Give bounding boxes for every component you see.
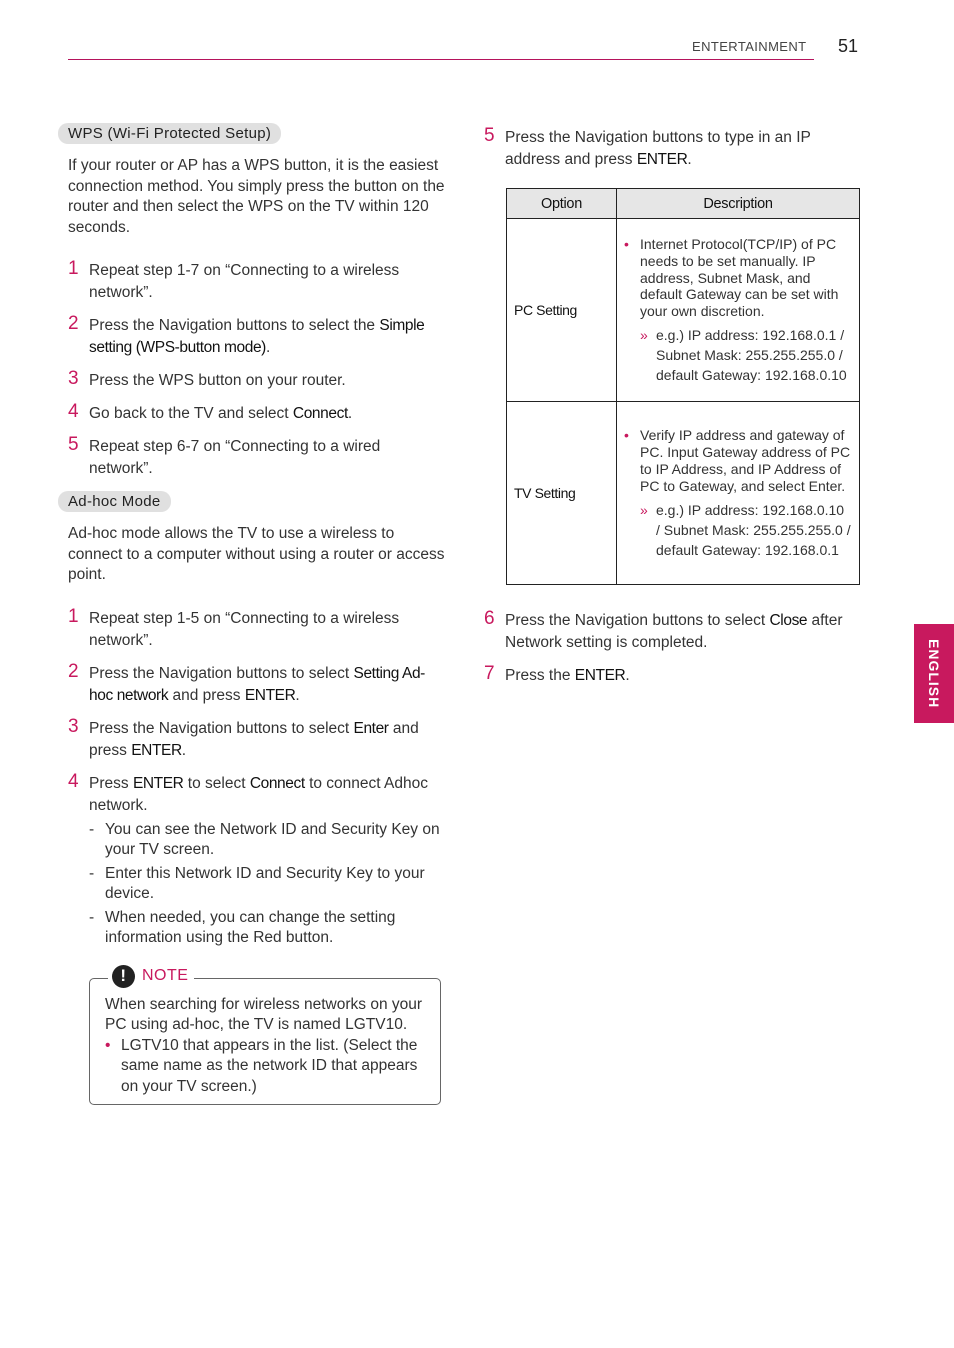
header-rule [68, 59, 814, 60]
table-row [507, 402, 860, 585]
list-item [484, 665, 860, 687]
step-number: 4 [68, 770, 79, 792]
exclamation-icon: ! [112, 965, 135, 988]
step-text: Press the Navigation buttons to select [89, 719, 354, 737]
list-item: - You can see the Network ID and Security Key on your TV screen. [89, 820, 446, 861]
step-text: Press the WPS button on your router. [89, 372, 346, 389]
menu-term: Connect [249, 774, 305, 792]
menu-term: Enter [353, 719, 389, 737]
list-item [68, 260, 446, 304]
list-item [68, 660, 446, 707]
list-item [68, 715, 446, 762]
step-number: 1 [68, 258, 79, 279]
step-text: Press the Navigation buttons to type in an IP address and press [505, 129, 811, 168]
step-number: 4 [68, 401, 79, 422]
description-example: » e.g.) IP address: 192.168.0.1 / Subnet Mask: 255.255.255.0 / default Gateway: 192.168.0.10 [624, 325, 851, 385]
step-text: and press [168, 686, 245, 704]
menu-term: ENTER [574, 667, 626, 684]
menu-term: Close [769, 612, 808, 629]
step-number: 6 [484, 608, 495, 629]
step-text: Press [89, 774, 133, 792]
table-cell-option: PC Setting [507, 219, 617, 402]
step-number: 3 [68, 368, 79, 389]
list-item [484, 127, 860, 171]
table-cell-description [617, 219, 860, 402]
step-text: . [181, 741, 187, 759]
step-text: Repeat step 1-5 on “Connecting to a wireless network”. [89, 609, 400, 649]
menu-term: Simple setting (WPS-button mode) [89, 317, 425, 356]
step-text: Press the Navigation buttons to select the [89, 317, 380, 334]
note-header [108, 965, 194, 988]
right-column [484, 127, 860, 698]
menu-term: ENTER [244, 686, 296, 704]
adhoc-sub-list [89, 820, 446, 949]
list-item: - When needed, you can change the setting information using the Red button. [89, 908, 446, 949]
step-text: . [295, 686, 300, 704]
step-number: 2 [68, 660, 79, 682]
adhoc-intro: Ad-hoc mode allows the TV to use a wireless to connect to a computer without using a router or access point. [68, 525, 445, 583]
step-text: . [265, 339, 271, 356]
note-text: When searching for wireless networks on your PC using ad-hoc, the TV is named LGTV10. [105, 995, 423, 1033]
step-number: 1 [68, 605, 79, 627]
step-number: 2 [68, 313, 79, 334]
list-item [68, 436, 446, 480]
wps-intro: If your router or AP has a WPS button, it is the easiest connection method. You simply press the button on the router and then select the WPS on the TV within 120 seconds. [68, 157, 445, 236]
wps-section-title: WPS (Wi-Fi Protected Setup) [58, 123, 281, 144]
page-number: 51 [838, 36, 859, 56]
menu-term: ENTER [636, 151, 688, 168]
table-cell-option: TV Setting [507, 402, 617, 585]
list-item: • LGTV10 that appears in the list. (Select the same name as the network ID that appears on your TV screen.) [105, 1036, 426, 1098]
step-number: 3 [68, 715, 79, 737]
table-header-description: Description [617, 189, 860, 219]
language-tab[interactable]: ENGLISH [914, 624, 954, 723]
step-text: Press the Navigation buttons to select [89, 664, 354, 682]
table-row [507, 219, 860, 402]
step-text: . [347, 405, 353, 422]
list-item [68, 605, 446, 652]
list-item [68, 770, 446, 949]
step-text: Press the [505, 667, 575, 684]
step-number: 5 [68, 434, 79, 455]
adhoc-section-title: Ad-hoc Mode [58, 491, 171, 512]
note-label: NOTE [142, 967, 189, 984]
list-item [68, 403, 446, 425]
step-text: after Network setting is completed. [505, 612, 843, 651]
table-cell-description [617, 402, 860, 585]
step-number: 7 [484, 663, 495, 684]
list-item: - Enter this Network ID and Security Key to your device. [89, 864, 446, 905]
note-bullets [105, 1036, 426, 1098]
step-text: . [625, 667, 630, 684]
header-section-title: ENTERTAINMENT [692, 39, 807, 54]
menu-term: ENTER [132, 774, 184, 792]
step-text: to select [183, 774, 250, 792]
list-item [484, 610, 860, 654]
description-bullet: • Internet Protocol(TCP/IP) of PC needs to be set manually. IP address, Subnet Mask, and default Gateway can be set with your own discretion. [624, 236, 851, 320]
menu-term: Setting Ad-hoc network [89, 664, 425, 704]
adhoc-section [68, 491, 446, 949]
step-text: and press [89, 719, 419, 759]
list-item [68, 370, 446, 392]
wps-steps [68, 260, 446, 480]
options-table [506, 188, 860, 585]
menu-term: Connect [292, 405, 348, 422]
right-steps-bottom [484, 610, 860, 687]
step-text: Repeat step 1-7 on “Connecting to a wireless network”. [89, 262, 400, 301]
description-example: » e.g.) IP address: 192.168.0.10 / Subnet Mask: 255.255.255.0 / default Gateway: 192.168.0.1 [624, 500, 851, 560]
list-item [68, 315, 446, 359]
step-text: Go back to the TV and select [89, 405, 293, 422]
description-bullet: • Verify IP address and gateway of PC. Input Gateway address of PC to IP Address, and IP Address of PC to Gateway, and select Enter. [624, 427, 851, 494]
menu-term: ENTER [131, 741, 182, 759]
left-column [68, 123, 446, 1105]
step-text: . [687, 151, 692, 168]
right-steps-top [484, 127, 860, 171]
note-box [89, 966, 441, 1106]
step-text: Repeat step 6-7 on “Connecting to a wired network”. [89, 438, 381, 477]
step-number: 5 [484, 125, 495, 146]
table-header-option: Option [507, 189, 617, 219]
step-text: to connect Adhoc network. [89, 774, 428, 814]
step-text: Press the Navigation buttons to select [505, 612, 770, 629]
adhoc-steps [68, 605, 446, 949]
